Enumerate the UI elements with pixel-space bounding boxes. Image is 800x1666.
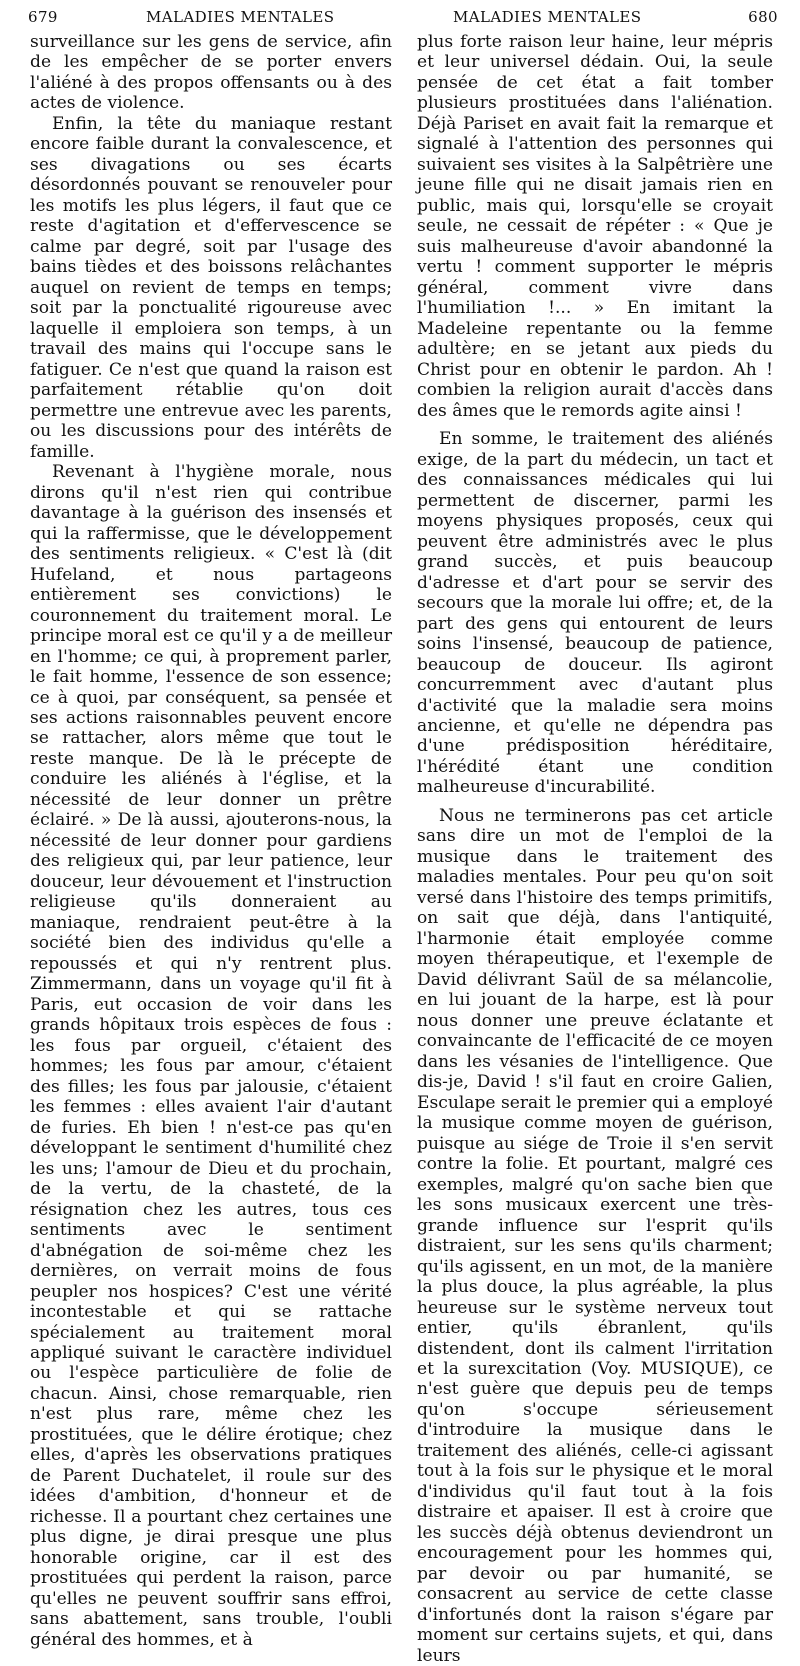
left-text-column bbox=[30, 32, 392, 1650]
paragraph: Revenant à l'hygiène morale, nous dirons qu'il n'est rien qui contribue davantage à la guérison des insensés et qui la raffermisse, que le développement des sentiments religieux. « C'est là (dit Hufeland, et nous partageons entièrement ses convictions) le couronnement du traitement moral. Le principe moral est ce qu'il y a de meilleur en l'homme; ce qui, à proprement parler, le fait homme, l'essence de son essence; ce à quoi, par conséquent, sa pensée et ses actions raisonnables peuvent encore se rattacher, alors même que tout le reste manque. De là le précepte de conduire les aliénés à l'église, et la nécessité de leur donner un prêtre éclairé. » De là aussi, ajouterons-nous, la nécessité de leur donner pour gardiens des religieux qui, par leur patience, leur douceur, leur dévouement et l'instruction religieuse qu'ils donneraient au maniaque, rendraient peut-être à la société bien des individus qu'elle a repoussés et qui n'y rentrent plus. Zimmermann, dans un voyage qu'il fit à Paris, eut occasion de voir dans les grands hôpitaux trois espèces de fous : les fous par orgueil, c'étaient des hommes; les fous par amour, c'étaient des filles; les fous par jalousie, c'étaient les femmes : elles avaient l'air d'autant de furies. Eh bien ! n'est-ce pas qu'en développant le sentiment d'humilité chez les uns; l'amour de Dieu et du prochain, de la vertu, de la chasteté, de la résignation chez les autres, tous ces sentiments avec le sentiment d'abnégation de soi-même chez les dernières, on verrait moins de fous peupler nos hospices? C'est une vérité incontestable et qui se rattache spécialement au traitement moral appliqué suivant le caractère individuel ou l'espèce particulière de folie de chacun. Ainsi, chose remarquable, rien n'est plus rare, même chez les prostituées, que le délire érotique; chez elles, d'après les observations pratiques de Parent Duchatelet, il roule sur des idées d'ambition, d'honneur et de richesse. Il a pourtant chez certaines une plus digne, je dirai presque une plus honorable origine, car il est des prostituées qui perdent la raison, parce qu'elles ne peuvent souffrir sans effroi, sans abattement, sans trouble, l'oubli général des hommes, et à bbox=[30, 462, 392, 1650]
left-page-number: 679 bbox=[28, 8, 58, 26]
paragraph: En somme, le traitement des aliénés exige, de la part du médecin, un tact et des connaissances médicales qui lui permettent de discerner, parmi les moyens physiques proposés, ceux qui peuvent être administrés avec le plus grand succès, et puis beaucoup d'adresse et d'art pour se servir des secours que la morale lui offre; et, de la part des gens qui entourent de leurs soins l'insensé, beaucoup de patience, beaucoup de douceur. Ils agiront concurremment avec d'autant plus d'activité que la maladie sera moins ancienne, et qu'elle ne dépendra pas d'une prédisposition héréditaire, l'hérédité étant une condition malheureuse d'incurabilité. bbox=[417, 429, 773, 798]
running-header bbox=[28, 8, 778, 34]
right-text-column bbox=[417, 32, 773, 1666]
paragraph: Enfin, la tête du maniaque restant encore faible durant la convalescence, et ses divagations ou ses écarts désordonnés pouvant se renouveler pour les motifs les plus légers, il faut que ce reste d'agitation et d'effervescence se calme par degré, soit par l'usage des bains tièdes et des boissons relâchantes auquel on revient de temps en temps; soit par la ponctualité rigoureuse avec laquelle il emploiera son temps, à un travail des mains qui l'occupe sans le fatiguer. Ce n'est que quand la raison est parfaitement rétablie qu'on doit permettre une entrevue avec les parents, ou les discussions pour des intérêts de famille. bbox=[30, 113, 392, 462]
paragraph: Nous ne terminerons pas cet article sans dire un mot de l'emploi de la musique dans le traitement des maladies mentales. Pour peu qu'on soit versé dans l'histoire des temps primitifs, on sait que déjà, dans l'antiquité, l'harmonie était employée comme moyen thérapeutique, et l'exemple de David délivrant Saül de sa mélancolie, en lui jouant de la harpe, est là pour nous donner une preuve éclatante et convaincante de l'efficacité de ce moyen dans les vésanies de l'intelligence. Que dis-je, David ! s'il faut en croire Galien, Esculape serait le premier qui a employé la musique comme moyen de guérison, puisque au siége de Troie il s'en servit contre la folie. Et pourtant, malgré ces exemples, malgré qu'on sache bien que les sons musicaux exercent une très-grande influence sur l'esprit qu'ils distraient, sur les sens qu'ils charment; qu'ils agissent, en un mot, de la manière la plus douce, la plus agréable, la plus heureuse sur le système nerveux tout entier, qu'ils ébranlent, qu'ils distendent, dont ils calment l'irritation et la surexcitation (Voy. MUSIQUE), ce n'est guère que depuis peu de temps qu'on s'occupe sérieusement d'introduire la musique dans le traitement des aliénés, celle-ci agissant tout à la fois sur le physique et le moral d'individus qu'il faut tout à la fois distraire et apaiser. Il est à croire que les succès déjà obtenus deviendront un encouragement pour les hommes qui, par devoir ou par humanité, se consacrent au service de cette classe d'infortunés dont la raison s'égare par moment sur certains sujets, et qui, dans leurs bbox=[417, 805, 773, 1666]
left-running-title: MALADIES MENTALES bbox=[146, 8, 335, 26]
paragraph: surveillance sur les gens de service, afin de les empêcher de se porter envers l'aliéné à des propos offensants ou à des actes de violence. bbox=[30, 32, 392, 114]
right-running-title: MALADIES MENTALES bbox=[453, 8, 642, 26]
paragraph: plus forte raison leur haine, leur mépris et leur universel dédain. Oui, la seule pensée de cet état a fait tomber plusieurs prostituées dans l'aliénation. Déjà Pariset en avait fait la remarque et signalé à l'attention des personnes qui suivaient ses visites à la Salpêtrière une jeune fille qui ne disait jamais rien en public, mais qui, lorsqu'elle se croyait seule, ne cessait de répéter : « Que je suis malheureuse d'avoir abandonné la vertu ! comment supporter le mépris général, comment vivre dans l'humiliation !... » En imitant la Madeleine repentante ou la femme adultère; en se jetant aux pieds du Christ pour en obtenir le pardon. Ah ! combien la religion aurait d'accès dans des âmes que le remords agite ainsi ! bbox=[417, 32, 773, 421]
right-page-number: 680 bbox=[748, 8, 778, 26]
